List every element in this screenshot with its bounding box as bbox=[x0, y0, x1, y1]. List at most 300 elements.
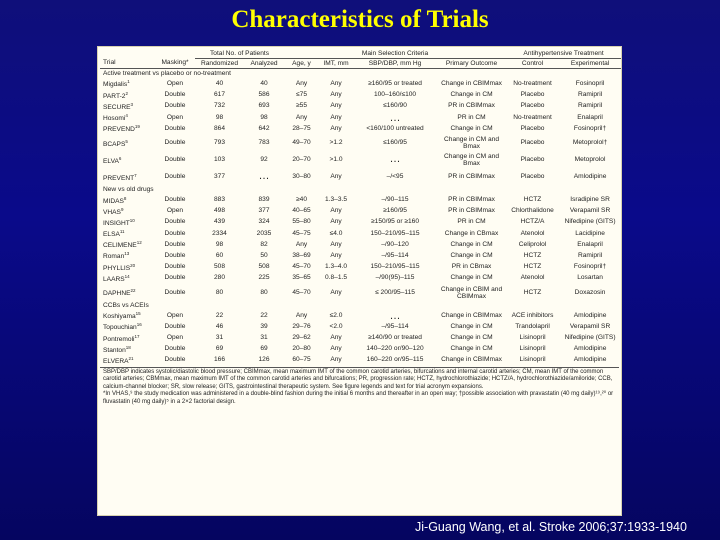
group-header-patients: Total No. of Patients bbox=[195, 49, 284, 59]
table-row bbox=[100, 101, 621, 112]
reference-number: 22 bbox=[130, 288, 136, 294]
table-row bbox=[100, 333, 621, 344]
imt-cell: 1.3–4.0 bbox=[325, 263, 348, 271]
age-cell: 55–80 bbox=[292, 218, 311, 226]
imt-cell: ≤2.0 bbox=[329, 311, 343, 319]
reference-number: 19 bbox=[134, 124, 140, 130]
imt-cell: Any bbox=[330, 356, 342, 364]
group-header-treatment: Antihypertensive Treatment bbox=[506, 49, 621, 59]
analyzed-cell: 69 bbox=[260, 345, 268, 353]
trial-name-cell bbox=[100, 217, 155, 228]
trial-name-cell bbox=[100, 355, 155, 366]
reference-number: 2 bbox=[125, 90, 128, 96]
age-cell: ≥55 bbox=[296, 102, 307, 110]
column-header-experimental: Experimental bbox=[559, 59, 621, 69]
slide-title: Characteristics of Trials bbox=[231, 6, 489, 33]
control-cell: No-treatment bbox=[513, 113, 552, 121]
analyzed-cell: 80 bbox=[260, 289, 268, 296]
trial-name: PREVEND bbox=[103, 126, 135, 134]
outcome-cell: PR in CM bbox=[457, 218, 486, 226]
table-row bbox=[100, 250, 621, 261]
analyzed-cell: 98 bbox=[260, 113, 268, 121]
randomized-cell: 508 bbox=[213, 263, 225, 271]
age-cell: Any bbox=[295, 80, 308, 88]
control-cell: Placebo bbox=[520, 173, 545, 181]
control-cell: Lisinopril bbox=[519, 345, 546, 353]
reference-number: 10 bbox=[129, 217, 135, 223]
trial-name-cell bbox=[100, 333, 155, 344]
experimental-cell: Nifedipine (GITS) bbox=[564, 334, 616, 342]
randomized-cell: 377 bbox=[213, 173, 225, 181]
section-heading: CCBs vs ACEIs bbox=[103, 301, 149, 309]
column-header-row bbox=[100, 59, 621, 69]
age-cell: 29–62 bbox=[292, 334, 311, 342]
masking-cell: Double bbox=[164, 91, 186, 99]
experimental-cell: Fosinopril† bbox=[573, 263, 607, 271]
analyzed-cell: 39 bbox=[260, 322, 268, 330]
outcome-cell: Change in CBmax bbox=[444, 229, 499, 237]
trial-name-cell bbox=[100, 250, 155, 261]
randomized-cell: 98 bbox=[215, 113, 224, 121]
randomized-cell: 864 bbox=[213, 124, 225, 132]
masking-cell: Double bbox=[164, 139, 186, 147]
age-cell: 30–80 bbox=[292, 173, 311, 181]
analyzed-cell: 586 bbox=[258, 91, 270, 99]
imt-cell: <2.0 bbox=[329, 322, 343, 330]
age-cell: 20–70 bbox=[292, 156, 311, 164]
outcome-cell: PR in CBIMmax bbox=[448, 102, 495, 110]
bp-cell: ≥160/95 or treated bbox=[368, 80, 422, 88]
reference-number: 13 bbox=[124, 251, 130, 257]
age-cell: ≤75 bbox=[296, 91, 307, 99]
bp-cell: 100–160/≤100 bbox=[373, 91, 417, 99]
outcome-cell: Change in CBIMmax bbox=[441, 80, 502, 88]
age-cell: Any bbox=[295, 240, 308, 248]
experimental-cell: Metoprolol† bbox=[572, 139, 608, 147]
trial-name: CELIMENE bbox=[103, 242, 137, 250]
bp-cell: –/90–120 bbox=[381, 240, 409, 248]
control-cell: HCTZ bbox=[523, 263, 542, 271]
control-cell: Placebo bbox=[520, 139, 545, 147]
randomized-cell: 22 bbox=[215, 311, 224, 319]
table-row bbox=[100, 217, 621, 228]
masking-cell: Double bbox=[164, 356, 186, 364]
group-header-selection: Main Selection Criteria bbox=[284, 49, 506, 59]
trial-name: Hosomi bbox=[103, 115, 126, 123]
imt-cell: >1.0 bbox=[329, 156, 343, 164]
randomized-cell: 31 bbox=[215, 334, 224, 342]
outcome-cell: PR in CBIMmax bbox=[448, 207, 495, 215]
table-row bbox=[100, 321, 621, 332]
imt-cell: Any bbox=[330, 252, 342, 260]
table-row bbox=[100, 151, 621, 168]
experimental-cell: Ramipril bbox=[577, 252, 603, 260]
citation: Ji-Guang Wang, et al. Stroke 2006;37:1933-1940 bbox=[415, 520, 687, 534]
section-heading-row bbox=[100, 301, 621, 310]
randomized-cell: 103 bbox=[213, 156, 225, 164]
column-header-control: Control bbox=[506, 59, 559, 69]
reference-number: 5 bbox=[125, 138, 128, 144]
masking-cell: Double bbox=[164, 196, 186, 204]
trial-name: Pontremoli bbox=[103, 335, 135, 343]
section-heading: New vs old drugs bbox=[103, 185, 154, 193]
bp-cell: –/95–114 bbox=[381, 252, 409, 260]
reference-number: 3 bbox=[130, 101, 133, 107]
control-cell: Placebo bbox=[520, 102, 545, 110]
randomized-cell: 732 bbox=[213, 102, 225, 110]
age-cell: 60–75 bbox=[292, 356, 311, 364]
control-cell: Placebo bbox=[520, 91, 545, 99]
table-row bbox=[100, 123, 621, 134]
trial-name-cell bbox=[100, 344, 155, 355]
bp-cell: –/95–114 bbox=[381, 322, 409, 330]
reference-number: 14 bbox=[124, 273, 130, 279]
trials-table bbox=[100, 49, 621, 366]
outcome-cell: Change in CBIM and CBIMmax bbox=[440, 285, 503, 300]
control-cell: No-treatment bbox=[513, 80, 552, 88]
age-cell: 20–80 bbox=[292, 345, 311, 353]
age-cell: 40–65 bbox=[292, 207, 311, 215]
bp-cell: … bbox=[389, 153, 401, 166]
trial-name-cell bbox=[100, 273, 155, 284]
experimental-cell: Ramipril bbox=[577, 102, 603, 110]
randomized-cell: 98 bbox=[215, 240, 224, 248]
randomized-cell: 60 bbox=[215, 252, 224, 260]
randomized-cell: 439 bbox=[213, 218, 225, 226]
reference-number: 7 bbox=[134, 172, 137, 178]
experimental-cell: Nifedipine (GITS) bbox=[564, 218, 616, 226]
masking-cell: Double bbox=[164, 289, 186, 296]
outcome-cell: PR in CBmax bbox=[451, 263, 492, 271]
masking-cell: Double bbox=[164, 274, 186, 282]
trial-name: Stanton bbox=[103, 346, 126, 354]
analyzed-cell: 225 bbox=[258, 274, 270, 282]
group-header-row bbox=[100, 49, 621, 59]
experimental-cell: Doxazosin bbox=[574, 289, 606, 296]
masking-cell: Double bbox=[164, 252, 186, 260]
trial-name-cell bbox=[100, 101, 155, 112]
trial-name-cell bbox=[100, 112, 155, 123]
control-cell: Placebo bbox=[520, 156, 545, 164]
reference-number: 11 bbox=[119, 229, 125, 235]
randomized-cell: 40 bbox=[215, 80, 224, 88]
table-row bbox=[100, 168, 621, 185]
analyzed-cell: 508 bbox=[258, 263, 270, 271]
footnote-abbreviations: SBP/DBP indicates systolic/diastolic blood pressure; CBIMmax, mean maximum IMT of the common carotid arteries, bifurcations and internal carotid arteries; CM, mean IMT of the common carotid arteries; CBMmax, mean maximum IMT of the common carotid arteries and bifurcations; PR, progression rate; HCTZ, hydrochlorothiazide; HCTZ/A, hydrochlorothiazide/amiloride; CCB, calcium-channel blocker; SR, slow release; GITS, gastrointestinal therapeutic system. See figure legends and text for trial acronym expansions. bbox=[103, 369, 613, 390]
masking-cell: Open bbox=[166, 207, 184, 215]
bp-cell: 160–220 or/95–115 bbox=[366, 356, 424, 364]
outcome-cell: Change in CM bbox=[450, 124, 493, 132]
imt-cell: Any bbox=[330, 80, 342, 88]
reference-number: 15 bbox=[135, 311, 141, 317]
analyzed-cell: 126 bbox=[258, 356, 270, 364]
trial-name: INSIGHT bbox=[103, 220, 130, 228]
analyzed-cell: 22 bbox=[260, 311, 268, 319]
trial-name-cell bbox=[100, 284, 155, 301]
analyzed-cell: 50 bbox=[260, 252, 268, 260]
age-cell: 45–75 bbox=[292, 229, 311, 237]
reference-number: 17 bbox=[134, 333, 140, 339]
trial-name: ELVA bbox=[103, 157, 119, 165]
column-header-analyzed: Analyzed bbox=[244, 59, 284, 69]
reference-number: 20 bbox=[130, 262, 136, 268]
trial-name: SECURE bbox=[103, 103, 131, 111]
section-heading-row bbox=[100, 69, 621, 79]
bp-cell: … bbox=[389, 111, 401, 124]
masking-cell: Open bbox=[166, 334, 184, 342]
experimental-cell: Metoprolol bbox=[574, 156, 606, 164]
outcome-cell: Change in CM bbox=[450, 274, 493, 282]
experimental-cell: Amlodipine bbox=[573, 311, 607, 319]
trial-name: Koshiyama bbox=[103, 313, 136, 321]
imt-cell: 0.8–1.5 bbox=[325, 274, 348, 282]
outcome-cell: PR in CM bbox=[457, 113, 486, 121]
imt-cell: Any bbox=[330, 334, 342, 342]
imt-cell: Any bbox=[330, 289, 342, 296]
trial-name-cell bbox=[100, 123, 155, 134]
analyzed-cell: 324 bbox=[258, 218, 270, 226]
bp-cell: ≤160/90 bbox=[383, 102, 407, 110]
masking-cell: Double bbox=[164, 173, 186, 181]
randomized-cell: 80 bbox=[215, 289, 224, 296]
masking-cell: Double bbox=[164, 263, 186, 271]
bp-cell: ≥160/95 bbox=[383, 207, 407, 215]
age-cell: Any bbox=[295, 311, 308, 319]
trial-name: PREVENT bbox=[103, 174, 135, 182]
table-row bbox=[100, 273, 621, 284]
masking-cell: Double bbox=[164, 124, 186, 132]
experimental-cell: Fosinopril† bbox=[573, 124, 607, 132]
trial-name: LAARS bbox=[103, 276, 125, 283]
trial-name-cell bbox=[100, 262, 155, 273]
experimental-cell: Enalapril bbox=[577, 113, 603, 121]
footnote-masking: *In VHAS,⁹ the study medication was administered in a double-blind fashion during the initial 6 months and thereafter in an open way; †possible association with pravastatin (40 mg daily)¹⁹,²⁰ or fluvastatin (40 mg daily)⁵ in a 2×2 factorial design. bbox=[103, 391, 614, 405]
table-row bbox=[100, 262, 621, 273]
table-row bbox=[100, 134, 621, 151]
table-row bbox=[100, 78, 621, 89]
column-header-outcome: Primary Outcome bbox=[437, 59, 506, 69]
masking-cell: Double bbox=[164, 218, 186, 226]
bp-cell: –/<95 bbox=[386, 173, 404, 181]
randomized-cell: 883 bbox=[213, 196, 225, 204]
trials-table-panel bbox=[97, 46, 622, 516]
table-row bbox=[100, 239, 621, 250]
experimental-cell: Losartan bbox=[577, 274, 603, 282]
imt-cell: >1.2 bbox=[329, 139, 343, 147]
reference-number: 4 bbox=[125, 112, 128, 118]
trial-name: MIDAS bbox=[103, 197, 124, 205]
age-cell: 45–70 bbox=[292, 289, 311, 296]
trial-name-cell bbox=[100, 228, 155, 239]
reference-number: 18 bbox=[125, 344, 131, 350]
randomized-cell: 69 bbox=[215, 345, 224, 353]
trial-name-cell bbox=[100, 151, 155, 168]
reference-number: 6 bbox=[118, 155, 122, 161]
imt-cell: Any bbox=[330, 113, 342, 121]
reference-number: 21 bbox=[128, 355, 134, 361]
experimental-cell: Ramipril bbox=[577, 91, 603, 99]
analyzed-cell: 839 bbox=[258, 196, 270, 204]
analyzed-cell: 2035 bbox=[256, 229, 272, 237]
column-header-bp: SBP/DBP, mm Hg bbox=[353, 59, 437, 69]
outcome-cell: Change in CM bbox=[450, 322, 493, 330]
control-cell: Lisinopril bbox=[519, 356, 546, 364]
table-row bbox=[100, 195, 621, 206]
section-heading-row bbox=[100, 185, 621, 194]
imt-cell: Any bbox=[330, 345, 342, 353]
analyzed-cell: 82 bbox=[260, 240, 268, 248]
column-header-age: Age, y bbox=[284, 59, 319, 69]
reference-number: 8 bbox=[123, 195, 127, 201]
randomized-cell: 280 bbox=[213, 274, 225, 282]
trial-name-cell bbox=[100, 90, 155, 101]
imt-cell: Any bbox=[330, 173, 342, 181]
trial-name: PART-2 bbox=[103, 92, 126, 100]
imt-cell: Any bbox=[330, 124, 342, 132]
reference-number: 9 bbox=[120, 206, 124, 212]
experimental-cell: Enalapril bbox=[577, 240, 603, 248]
trial-name-cell bbox=[100, 134, 155, 151]
trial-name-cell bbox=[100, 321, 155, 332]
age-cell: 29–76 bbox=[292, 322, 311, 330]
experimental-cell: Verapamil SR bbox=[569, 207, 611, 215]
randomized-cell: 46 bbox=[215, 322, 224, 330]
analyzed-cell: 642 bbox=[258, 124, 270, 132]
trial-name-cell bbox=[100, 168, 155, 185]
masking-cell: Open bbox=[166, 311, 184, 319]
table-row bbox=[100, 310, 621, 321]
control-cell: Trandolapril bbox=[515, 322, 550, 330]
trial-name-cell bbox=[100, 239, 155, 250]
analyzed-cell: 31 bbox=[260, 334, 268, 342]
imt-cell: Any bbox=[330, 218, 342, 226]
age-cell: 49–70 bbox=[292, 139, 311, 147]
analyzed-cell: 783 bbox=[258, 139, 270, 147]
masking-cell: Double bbox=[164, 102, 186, 110]
control-cell: Atenolol bbox=[520, 274, 545, 282]
age-cell: 28–75 bbox=[292, 124, 311, 132]
analyzed-cell: 40 bbox=[260, 80, 268, 88]
masking-cell: Double bbox=[164, 240, 186, 248]
trial-name: ELVERA bbox=[103, 358, 129, 366]
imt-cell: Any bbox=[330, 240, 342, 248]
age-cell: 38–69 bbox=[292, 252, 311, 260]
randomized-cell: 166 bbox=[213, 356, 225, 364]
control-cell: Chlorthalidone bbox=[511, 207, 554, 215]
outcome-cell: Change in CM bbox=[450, 334, 493, 342]
outcome-cell: Change in CM bbox=[450, 252, 493, 260]
experimental-cell: Amlodipine bbox=[573, 356, 607, 364]
experimental-cell: Lacidipine bbox=[575, 229, 605, 237]
trial-name: ELSA bbox=[103, 231, 120, 239]
randomized-cell: 498 bbox=[213, 207, 225, 215]
bp-cell: ≤ 200/95–115 bbox=[375, 289, 415, 296]
age-cell: 45–70 bbox=[292, 263, 311, 271]
column-header-trial: Trial bbox=[100, 59, 155, 69]
masking-cell: Open bbox=[166, 113, 184, 121]
table-row bbox=[100, 90, 621, 101]
table-row bbox=[100, 284, 621, 301]
age-cell: ≥40 bbox=[296, 196, 307, 204]
table-row bbox=[100, 112, 621, 123]
experimental-cell: Isradipine SR bbox=[570, 196, 610, 204]
outcome-cell: Change in CBIMmax bbox=[441, 311, 502, 319]
outcome-cell: Change in CM bbox=[450, 345, 493, 353]
experimental-cell: Amlodipine bbox=[573, 345, 607, 353]
reference-number: 1 bbox=[127, 79, 130, 85]
masking-cell: Double bbox=[164, 229, 186, 237]
bp-cell: ≥150/95 or ≥160 bbox=[371, 218, 419, 226]
randomized-cell: 2334 bbox=[212, 229, 227, 237]
trial-name: Migdalis bbox=[103, 81, 128, 89]
reference-number: 12 bbox=[136, 240, 142, 246]
control-cell: HCTZ bbox=[523, 196, 542, 204]
outcome-cell: Change in CM and Bmax bbox=[444, 152, 500, 167]
bp-cell: … bbox=[389, 310, 401, 322]
control-cell: HCTZ bbox=[523, 252, 542, 260]
analyzed-cell: 92 bbox=[260, 156, 268, 164]
experimental-cell: Amlodipine bbox=[573, 173, 607, 181]
column-header-masking: Masking* bbox=[155, 59, 195, 69]
bp-cell: 150–210/95–115 bbox=[370, 229, 420, 237]
column-header-imt: IMT, mm bbox=[319, 59, 353, 69]
control-cell: Lisinopril bbox=[519, 334, 546, 342]
table-footnotes bbox=[100, 367, 619, 407]
table-row bbox=[100, 344, 621, 355]
bp-cell: ≥140/90 or treated bbox=[368, 334, 422, 342]
bp-cell: 150–210/95–115 bbox=[370, 263, 420, 271]
imt-cell: ≤4.0 bbox=[329, 229, 343, 237]
trial-name-cell bbox=[100, 195, 155, 206]
masking-cell: Double bbox=[164, 345, 186, 353]
trial-name: BCAPS bbox=[103, 140, 126, 148]
analyzed-cell: 693 bbox=[258, 102, 270, 110]
control-cell: ACE inhibitors bbox=[511, 311, 554, 319]
control-cell: Placebo bbox=[520, 124, 545, 132]
outcome-cell: Change in CM bbox=[450, 91, 493, 99]
control-cell: HCTZ/A bbox=[520, 218, 545, 226]
masking-cell: Double bbox=[164, 322, 186, 330]
randomized-cell: 793 bbox=[213, 139, 225, 147]
outcome-cell: Change in CM and Bmax bbox=[444, 135, 500, 150]
analyzed-cell: … bbox=[258, 170, 270, 183]
section-heading: Active treatment vs placebo or no-treatment bbox=[103, 69, 231, 77]
table-row bbox=[100, 206, 621, 217]
outcome-cell: Change in CM bbox=[450, 240, 493, 248]
control-cell: Celiprolol bbox=[518, 240, 547, 248]
table-row bbox=[100, 355, 621, 366]
outcome-cell: Change in CBIMmax bbox=[441, 356, 502, 364]
control-cell: HCTZ bbox=[523, 289, 542, 296]
imt-cell: 1.3–3.5 bbox=[325, 196, 348, 204]
trial-name-cell bbox=[100, 310, 155, 321]
trials-table-body bbox=[100, 69, 621, 366]
trial-name-cell bbox=[100, 78, 155, 89]
control-cell: Atenolol bbox=[520, 229, 545, 237]
age-cell: Any bbox=[295, 113, 308, 121]
imt-cell: Any bbox=[330, 102, 342, 110]
masking-cell: Double bbox=[164, 156, 186, 164]
trial-name-cell bbox=[100, 206, 155, 217]
imt-cell: Any bbox=[330, 207, 342, 215]
bp-cell: –/90–115 bbox=[381, 196, 409, 204]
bp-cell: <160/100 untreated bbox=[366, 124, 424, 132]
experimental-cell: Verapamil SR bbox=[569, 322, 611, 330]
bp-cell: –/90(95)–115 bbox=[375, 274, 415, 282]
outcome-cell: PR in CBIMmax bbox=[448, 196, 495, 204]
analyzed-cell: 377 bbox=[258, 207, 270, 215]
imt-cell: Any bbox=[330, 91, 342, 99]
